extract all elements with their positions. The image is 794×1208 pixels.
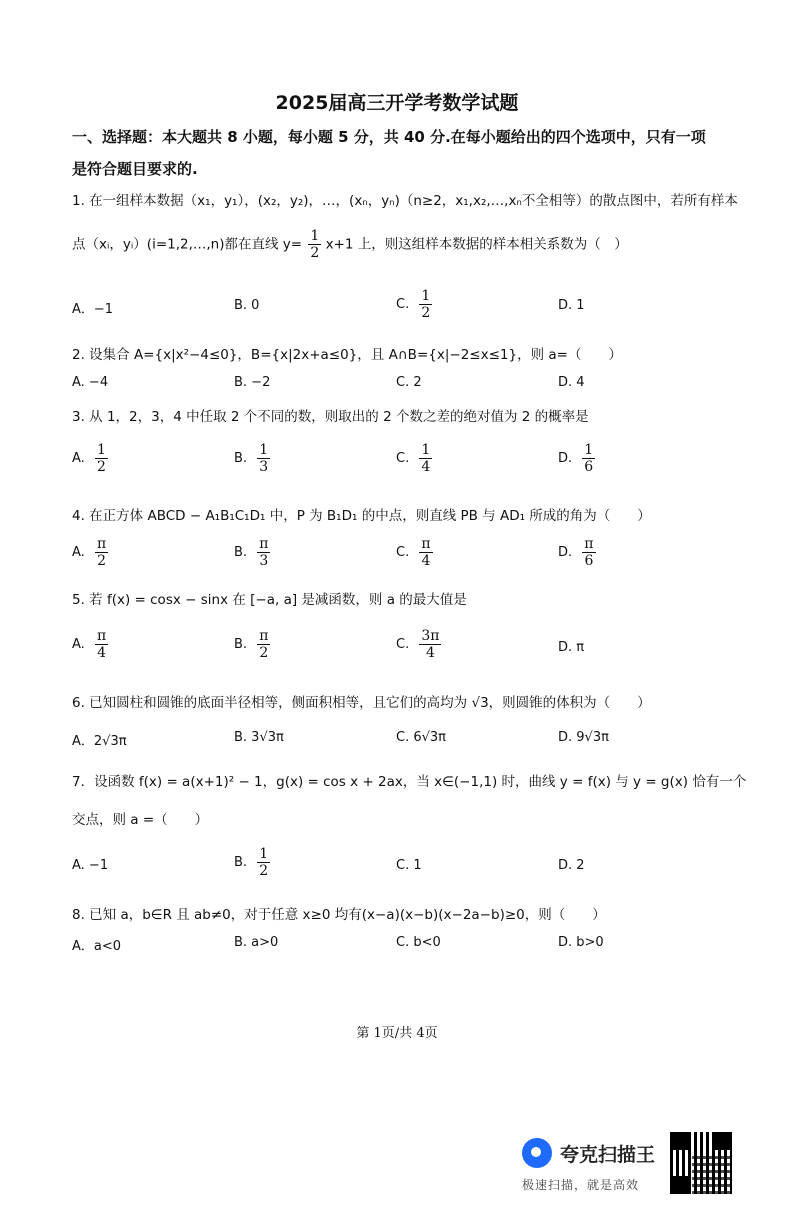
fraction-numerator: 1	[259, 442, 269, 458]
option-fraction	[95, 536, 108, 569]
fraction-denominator: 4	[421, 553, 431, 570]
fraction-denominator: 2	[96, 459, 106, 476]
question-7-option-a: A. −1	[72, 858, 109, 873]
option-fraction	[95, 628, 108, 661]
option-c-fraction	[419, 288, 432, 321]
scanner-branding	[520, 1136, 662, 1192]
fraction-numerator: 1	[259, 846, 269, 862]
fraction-numerator: 1	[96, 442, 106, 458]
option-c-label: C.	[396, 297, 410, 313]
question-7-option-d: D. 2	[558, 858, 585, 873]
fraction-denominator: 2	[310, 245, 320, 262]
page-number: 第 1页/共 4页	[356, 1026, 438, 1041]
question-1-option-c	[396, 288, 432, 321]
question-1-line1: 1. 在一组样本数据（x₁，y₁），(x₂，y₂)，…，(xₙ，yₙ)（n≥2，x₁,x₂,…,xₙ不全相等）的散点图中，若所有样本	[72, 193, 738, 209]
fraction-denominator: 2	[421, 305, 431, 322]
option-label: B.	[234, 451, 248, 467]
question-8-option-c: C. b<0	[396, 935, 441, 950]
fraction-numerator: π	[96, 536, 107, 552]
fraction-numerator: π	[259, 536, 269, 552]
option-label: D.	[558, 451, 573, 467]
question-1-option-a: A．−1	[72, 302, 114, 317]
fraction-denominator: 4	[97, 645, 106, 662]
fraction-denominator: 6	[584, 459, 594, 476]
fraction-denominator: 4	[421, 459, 431, 476]
question-8-option-d: D. b>0	[558, 935, 604, 950]
option-fraction	[419, 536, 432, 569]
fraction-numerator: π	[96, 628, 107, 644]
fraction-numerator: 1	[421, 288, 431, 304]
question-7-line1: 7．设函数 f(x) = a(x+1)² − 1，g(x) = cos x + 2ax，当 x∈(−1,1) 时，曲线 y = f(x) 与 y = g(x) 恰有一个	[72, 774, 747, 790]
qr-code-icon	[670, 1132, 732, 1194]
question-7-line2: 交点，则 a =（ ）	[72, 812, 209, 828]
question-4-option-a	[72, 536, 108, 569]
fraction-denominator: 3	[259, 459, 269, 476]
fraction-numerator: 1	[421, 442, 431, 458]
question-6-option-b: B. 3√3π	[234, 730, 284, 745]
option-label: D.	[558, 545, 573, 561]
question-1-line2-end: x+1 上，则这组样本数据的样本相关系数为（ ）	[325, 236, 628, 253]
question-2-option-a: A. −4	[72, 375, 109, 390]
option-fraction	[419, 628, 441, 661]
question-4-option-d	[558, 536, 596, 569]
option-label: C.	[396, 637, 410, 653]
question-4-option-b	[234, 536, 270, 569]
question-1-line2-start: 点（xᵢ，yᵢ）(i=1,2,…,n)都在直线 y=	[72, 236, 303, 253]
question-5-option-a	[72, 628, 108, 661]
option-fraction	[419, 442, 432, 475]
question-8-option-b: B. a>0	[234, 935, 279, 950]
option-fraction	[582, 442, 595, 475]
option-label: C.	[396, 545, 410, 561]
question-1-fraction	[308, 228, 321, 261]
fraction-numerator: 3π	[421, 628, 440, 644]
fraction-numerator: π	[584, 536, 594, 552]
quark-logo-icon	[522, 1138, 552, 1168]
question-3-option-b	[234, 442, 270, 475]
question-3-option-c	[396, 442, 432, 475]
option-label: B.	[234, 545, 248, 561]
question-4-option-c	[396, 536, 433, 569]
fraction-numerator: π	[259, 628, 269, 644]
question-3-option-d	[558, 442, 595, 475]
page-title: 2025届高三开学考数学试题	[275, 92, 519, 114]
question-1-option-d: D. 1	[558, 298, 585, 313]
fraction-denominator: 2	[259, 645, 269, 662]
brand-tagline: 极速扫描，就是高效	[522, 1178, 640, 1192]
brand-name: 夸克扫描王	[560, 1144, 656, 1166]
question-5-option-b	[234, 628, 270, 661]
fraction-numerator: 1	[310, 228, 320, 244]
fraction-denominator: 2	[259, 863, 269, 880]
question-5-option-c	[396, 628, 441, 661]
option-fraction	[95, 442, 108, 475]
question-1-option-b: B. 0	[234, 298, 260, 313]
question-8-text: 8. 已知 a，b∈R 且 ab≠0，对于任意 x≥0 均有(x−a)(x−b)(x−2a−b)≥0，则（ ）	[72, 907, 606, 923]
option-fraction	[257, 628, 270, 661]
question-5-text: 5. 若 f(x) = cosx − sinx 在 [−a, a] 是减函数，则 a 的最大值是	[72, 592, 467, 608]
option-b-fraction	[257, 846, 270, 879]
question-6-option-d: D. 9√3π	[558, 730, 609, 745]
question-2-option-c: C. 2	[396, 375, 422, 390]
option-label: A.	[72, 451, 85, 467]
question-4-text: 4. 在正方体 ABCD − A₁B₁C₁D₁ 中，P 为 B₁D₁ 的中点，则直线 PB 与 AD₁ 所成的角为（ ）	[72, 508, 651, 524]
question-2-option-d: D. 4	[558, 375, 585, 390]
option-fraction	[257, 536, 270, 569]
fraction-numerator: 1	[584, 442, 594, 458]
question-7-option-b	[234, 846, 270, 879]
fraction-denominator: 2	[97, 553, 106, 570]
question-2-option-b: B. −2	[234, 375, 271, 390]
question-6-text: 6. 已知圆柱和圆锥的底面半径相等，侧面积相等，且它们的高均为 √3，则圆锥的体积为（ ）	[72, 695, 651, 711]
fraction-denominator: 3	[259, 553, 269, 570]
fraction-denominator: 6	[584, 553, 594, 570]
question-3-text: 3. 从 1，2，3，4 中任取 2 个不同的数，则取出的 2 个数之差的绝对值为 2 的概率是	[72, 409, 589, 425]
question-5-option-d: D. π	[558, 640, 585, 655]
question-3-option-a	[72, 442, 108, 475]
fraction-denominator: 4	[425, 645, 435, 662]
option-fraction	[257, 442, 270, 475]
question-2-text: 2. 设集合 A={x|x²−4≤0}，B={x|2x+a≤0}，且 A∩B={x|−2≤x≤1}，则 a=（ ）	[72, 347, 622, 363]
option-label: A.	[72, 637, 85, 653]
option-label: A.	[72, 545, 85, 561]
question-1-line2	[72, 228, 628, 261]
option-fraction	[582, 536, 595, 569]
section-heading-line2: 是符合题目要求的.	[72, 160, 198, 178]
section-heading-line1: 一、选择题：本大题共 8 小题，每小题 5 分，共 40 分.在每小题给出的四个选项中，只有一项	[72, 128, 706, 146]
question-6-option-a: A．2√3π	[72, 734, 127, 749]
question-8-option-a: A．a<0	[72, 939, 122, 954]
question-6-option-c: C. 6√3π	[396, 730, 446, 745]
question-7-option-c: C. 1	[396, 858, 422, 873]
fraction-numerator: π	[421, 536, 431, 552]
option-label: C.	[396, 451, 410, 467]
option-b-label: B.	[234, 855, 248, 871]
option-label: B.	[234, 637, 248, 653]
